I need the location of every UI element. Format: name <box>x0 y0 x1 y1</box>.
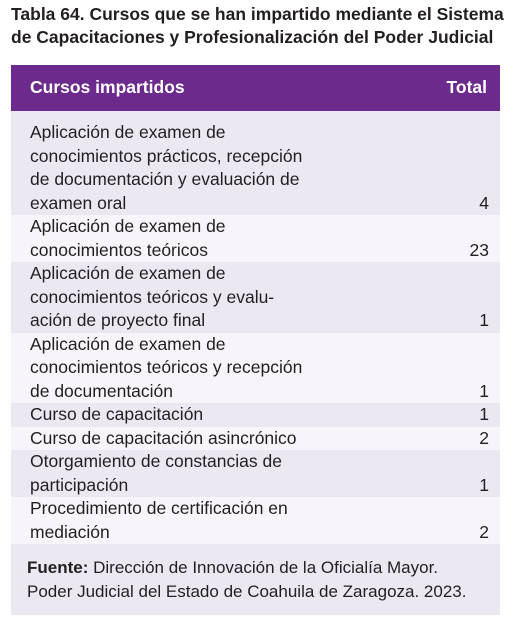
course-total: 4 <box>479 192 489 213</box>
course-name: Curso de capacitación asincrónico <box>30 427 297 448</box>
table-row <box>11 403 500 427</box>
table-row <box>11 450 500 497</box>
course-name: Aplicación de examen de conocimientos teóricos <box>30 216 226 260</box>
table-row <box>11 427 500 451</box>
course-total: 2 <box>479 521 489 542</box>
course-name: Procedimiento de certificación en mediación <box>30 498 288 542</box>
course-total: 1 <box>479 474 489 495</box>
course-name: Aplicación de examen de conocimientos teóricos y evalu- ación de proyecto final <box>30 263 275 330</box>
caption-line-1: Tabla 64. Cursos que se han impartido mediante el Sistema <box>11 4 504 24</box>
table-row <box>11 333 500 404</box>
source-line-2: Poder Judicial del Estado de Coahuila de Zaragoza. 2023. <box>27 582 467 601</box>
course-total: 1 <box>479 310 489 330</box>
table-row <box>11 215 500 262</box>
source-text-1: Dirección de Innovación de la Oficialía Mayor. <box>93 558 439 577</box>
table-body <box>11 121 500 544</box>
table-header <box>11 65 500 111</box>
course-name: Aplicación de examen de conocimientos prácticos, recepción de documentación y evaluación de examen oral <box>30 122 303 213</box>
course-total: 23 <box>469 239 489 260</box>
course-name: Otorgamiento de constancias de participación <box>30 451 282 495</box>
table-row <box>11 497 500 544</box>
header-total: Total <box>446 77 487 97</box>
course-name: Curso de capacitación <box>30 404 204 424</box>
header-courses: Cursos impartidos <box>30 77 185 97</box>
table-row <box>11 121 500 215</box>
source-line-1 <box>27 556 495 580</box>
table-panel <box>11 65 500 615</box>
table-row <box>11 262 500 333</box>
course-total: 1 <box>479 404 489 424</box>
course-total: 1 <box>479 380 489 401</box>
table-caption <box>11 3 511 49</box>
source-label: Fuente: <box>27 558 89 577</box>
table-source <box>27 556 495 604</box>
course-name: Aplicación de examen de conocimientos teóricos y recepción de documentación <box>30 333 303 401</box>
course-total: 2 <box>479 427 489 448</box>
caption-line-2: de Capacitaciones y Profesionalización del Poder Judicial <box>11 27 494 47</box>
